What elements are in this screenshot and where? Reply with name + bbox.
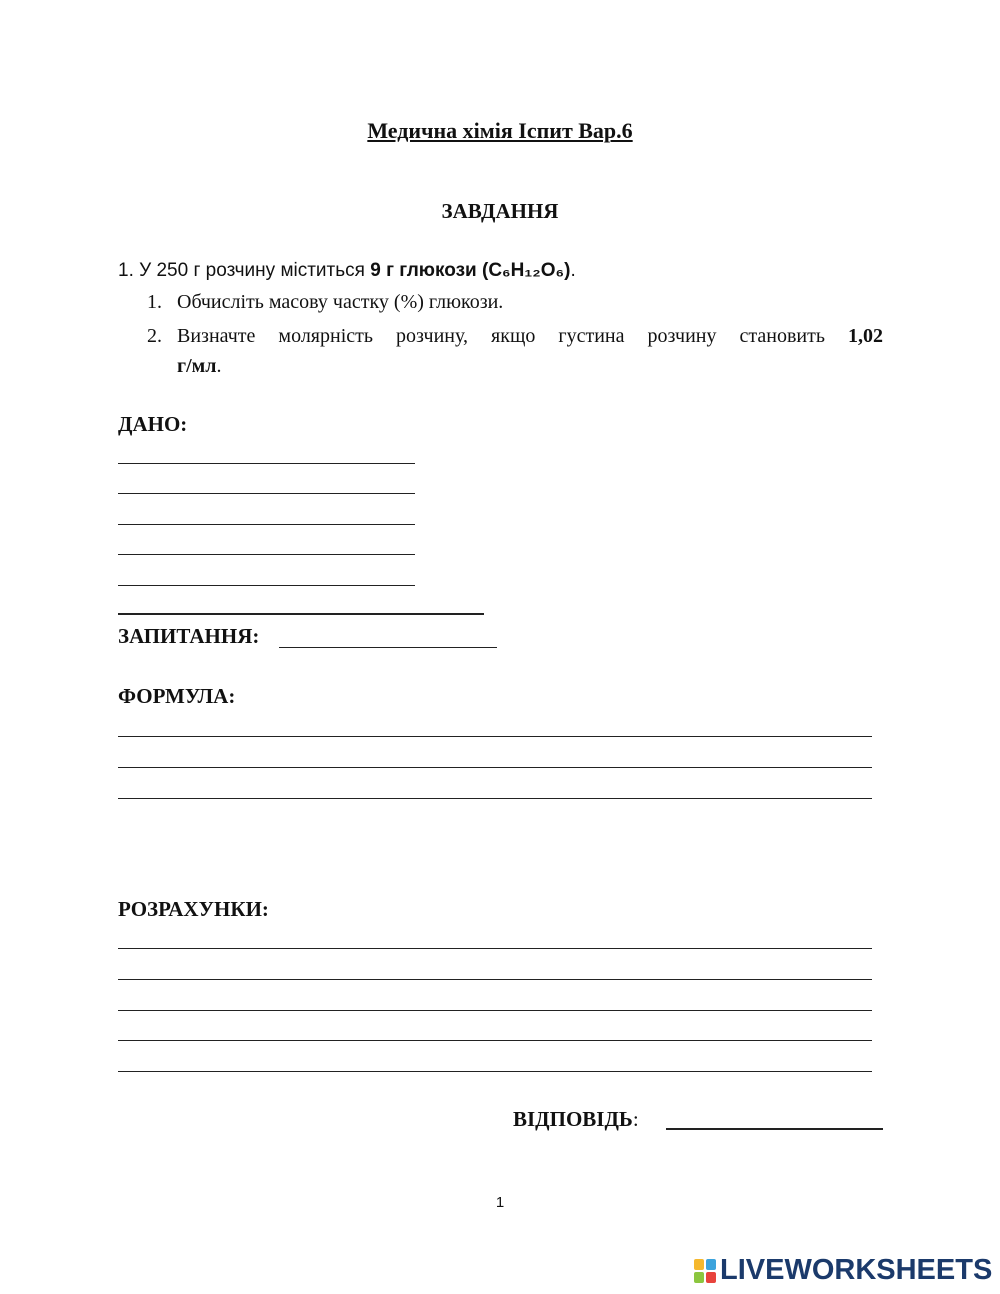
given-label: ДАНО: <box>118 412 188 436</box>
answer-label-wrap <box>513 1107 639 1132</box>
answer-line[interactable] <box>666 1128 883 1130</box>
page-number: 1 <box>495 1194 505 1211</box>
task-bold: 9 г глюкози (C₆H₁₂O₆) <box>370 260 571 281</box>
formula-line-1[interactable] <box>118 736 872 737</box>
section-heading: ЗАВДАННЯ <box>441 199 559 223</box>
formula-line-3[interactable] <box>118 798 872 799</box>
given-line-5[interactable] <box>118 585 415 586</box>
answer-colon: : <box>632 1107 639 1131</box>
logo-text: LIVEWORKSHEETS <box>720 1254 993 1286</box>
task-suffix: . <box>570 260 576 281</box>
subtask-1-text: Обчисліть масову частку (%) глюкози. <box>177 291 504 313</box>
formula-line-2[interactable] <box>118 767 872 768</box>
subtask-1-number: 1. <box>147 291 162 313</box>
given-line-2[interactable] <box>118 493 415 494</box>
given-divider <box>118 613 484 615</box>
subtask-2-density-unit: г/мл <box>177 355 217 377</box>
calculations-line-4[interactable] <box>118 1040 872 1041</box>
calculations-line-3[interactable] <box>118 1010 872 1011</box>
subtask-2 <box>147 321 883 381</box>
formula-label: ФОРМУЛА: <box>118 684 236 708</box>
subtask-2-density-value: 1,02 <box>848 325 883 347</box>
question-label: ЗАПИТАННЯ: <box>118 624 260 648</box>
subtask-1 <box>147 291 503 314</box>
question-answer-line[interactable] <box>279 647 497 648</box>
subtask-2-text: Визначте молярність розчину, якщо густина розчину становить <box>177 325 848 347</box>
given-line-1[interactable] <box>118 463 415 464</box>
calculations-line-5[interactable] <box>118 1071 872 1072</box>
page-title: Медична хімія Іспит Вар.6 <box>367 118 633 143</box>
liveworksheets-logo <box>694 1254 992 1287</box>
given-line-4[interactable] <box>118 554 415 555</box>
calculations-line-1[interactable] <box>118 948 872 949</box>
calculations-label: РОЗРАХУНКИ: <box>118 897 269 921</box>
subtask-2-end: . <box>216 355 222 377</box>
task-statement <box>118 260 576 282</box>
subtask-2-number: 2. <box>147 325 162 347</box>
answer-label: ВІДПОВІДЬ <box>513 1107 633 1131</box>
given-line-3[interactable] <box>118 524 415 525</box>
calculations-line-2[interactable] <box>118 979 872 980</box>
task-prefix: 1. У 250 г розчину міститься <box>118 260 371 281</box>
liveworksheets-logo-icon <box>694 1259 716 1283</box>
